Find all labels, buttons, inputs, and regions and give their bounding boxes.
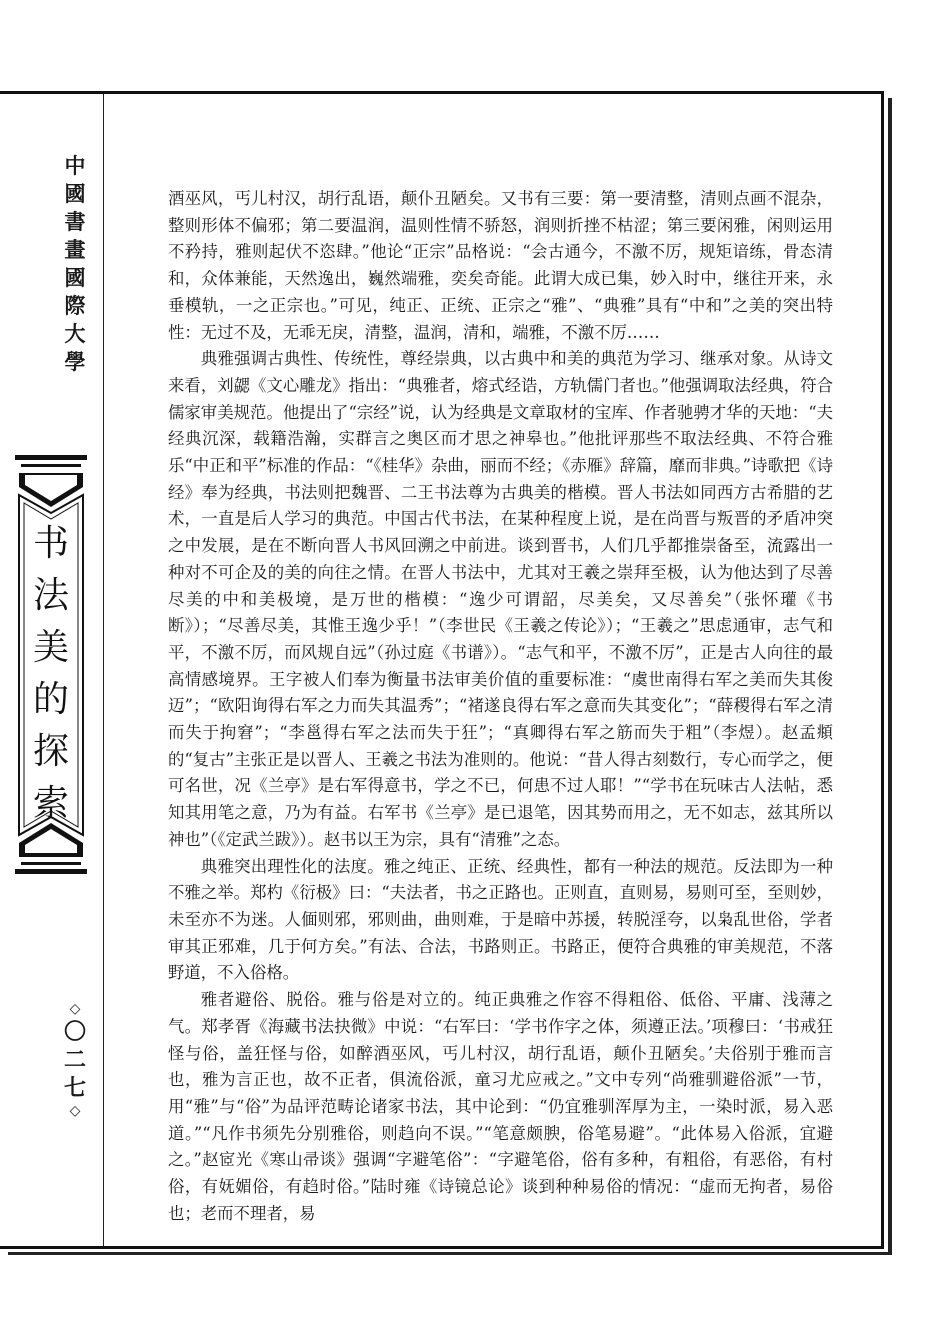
journal-title-char: 書 [64,209,86,234]
paragraph: 酒巫风，丐儿村汉，胡行乱语，颠仆丑陋矣。又书有三要：第一要清整，清则点画不混杂，整则形体不偏邪；第二要温润，温则性情不骄怒，润则折挫不枯涩；第三要闲雅，闲则运用不矜持，雅则起伏不恣肆。”他论“正宗”品格说：“会古通今，不激不厉，规矩谙练，骨态清和，众体兼能，天然逸出，巍然端雅，奕矣奇能。此谓大成已集，妙入时中，继往开来，永垂模轨，一之正宗也。”可见，纯正、正统、正宗之“雅”、“典雅”具有“中和”之美的突出特性：无过不及，无乖无戾，清整，温润，清和，端雅，不激不厉…… [168,189,833,342]
section-title-char: 探 [32,731,69,772]
page-number [60,1000,90,1120]
page-frame-shadow-right [888,98,892,1254]
page-number-char: 二 [63,1047,86,1073]
article-body [168,186,833,1227]
journal-title-char: 國 [64,181,86,206]
page-frame-bottom [0,1246,884,1249]
paragraph: 雅者避俗、脱俗。雅与俗是对立的。纯正典雅之作容不得粗俗、低俗、平庸、浅薄之气。郑孝胥《海藏书法抉微》中说：“右军曰：‘学书作字之体，须遵正法。’项穆曰：‘书戒狂怪与俗，盖狂怪与俗，如醉酒巫风，丐儿村汉，胡行乱语，颠仆丑陋矣。’夫俗别于雅而言也，雅为言正也，故不正者，俱流俗派，童习尤应戒之。”文中专列“尚雅驯避俗派”一节，用“雅”与“俗”为品评范畴论诸家书法，其中论到：“仍宜雅驯浑厚为主，一染时派，易入恶道。”“凡作书须先分别雅俗，则趋向不误。”“笔意颇腴，俗笔易避”。“此体易入俗派，宜避之。”赵宧光《寒山帚谈》强调“字避笔俗”：“字避笔俗，俗有多种，有粗俗，有恶俗，有村俗，有妩媚俗，有趋时俗。”陆时雍《诗镜总论》谈到种种易俗的情况：“虚而无拘者，易俗也；老而不理者，易 [168,990,833,1223]
diamond-icon: ◇ [69,1103,81,1119]
section-title-char: 法 [32,575,69,616]
section-title-char: 书 [32,523,69,564]
page-frame-shadow-bottom [8,1252,892,1255]
sidebar-divider [103,94,104,1246]
page-frame-top [0,91,884,94]
page-number-char: 七 [63,1075,86,1101]
section-title [26,518,76,830]
section-title-char: 美 [32,627,69,668]
journal-title-char: 學 [64,349,86,374]
journal-title-char: 國 [64,265,86,290]
paragraph: 典雅强调古典性、传统性，尊经崇典，以古典中和美的典范为学习、继承对象。从诗文来看，刘勰《文心雕龙》指出：“典雅者，熔式经诰，方轨儒门者也。”他强调取法经典，符合儒家审美规范。他提出了“宗经”说，认为经典是文章取材的宝库、作者驰骋才华的天地：“夫经典沉深，载籍浩瀚，实群言之奥区而才思之神皋也。”他批评那些不取法经典、不符合雅乐“中正和平”标准的作品：“《桂华》杂曲，丽而不经；《赤雁》辞篇，靡而非典。”诗歌把《诗经》奉为经典，书法则把魏晋、二王书法尊为古典美的楷模。晋人书法如同西方古希腊的艺术，一直是后人学习的典范。中国古代书法，在某种程度上说，是在尚晋与叛晋的矛盾冲突之中发展，是在不断向晋人书风回溯之中前进。谈到晋书，人们几乎都推崇备至，流露出一种对不可企及的美的向往之情。在晋人书法中，尤其对王羲之崇拜至极，认为他达到了尽善尽美的中和美极境，是万世的楷模：“逸少可谓韶，尽美矣，又尽善矣”（张怀瓘《书断》）；“尽善尽美，其惟王逸少乎！”（李世民《王羲之传论》）；“王羲之”思虑通审，志气和平，不激不厉，而风规自远”（孙过庭《书谱》）。“志气和平，不激不厉”，正是古人向往的最高情感境界。王字被人们奉为衡量书法审美价值的重要标准：“虞世南得右军之美而失其俊迈”；“欧阳询得右军之力而失其温秀”；“褚遂良得右军之意而失其变化”；“薛稷得右军之清而失于拘窘”；“李邕得右军之法而失于狂”；“真卿得右军之筋而失于粗”（李煜）。赵孟頫的“复古”主张正是以晋人、王羲之书法为准则的。他说：“昔人得古刻数行，专心而学之，便可名世，况《兰亭》是右军得意书，学之不已，何患不过人耶！”“学书在玩味古人法帖，悉知其用笔之意，乃为有益。右军书《兰亭》是已退笔，因其势而用之，无不如志，兹其所以神也”（《定武兰跋》）。赵书以王为宗，具有“清雅”之态。 [168,349,833,849]
section-title-char: 的 [32,679,69,720]
journal-title-char: 大 [64,321,86,346]
journal-title-char: 中 [64,153,86,178]
paragraph: 典雅突出理性化的法度。雅之纯正、正统、经典性，都有一种法的规范。反法即为一种不雅之举。郑杓《衍极》曰：“夫法者，书之正路也。正则直，直则易，易则可至，至则妙，未至亦不为迷。人偭则邪，邪则曲，曲则难，于是暗中苏援，转脱淫夸，以枭乱世俗，学者审其正邪难，几于何方矣。”有法、合法，书路则正。书路正，便符合典雅的审美规范，不落野道，不入俗格。 [168,856,833,983]
journal-title [60,152,90,376]
page-number-char: 〇 [63,1019,86,1045]
page-frame-right [881,91,884,1249]
journal-title-char: 際 [64,293,86,318]
diamond-icon: ◇ [69,1001,81,1017]
section-title-char: 索 [32,783,69,824]
journal-title-char: 畫 [64,237,86,262]
